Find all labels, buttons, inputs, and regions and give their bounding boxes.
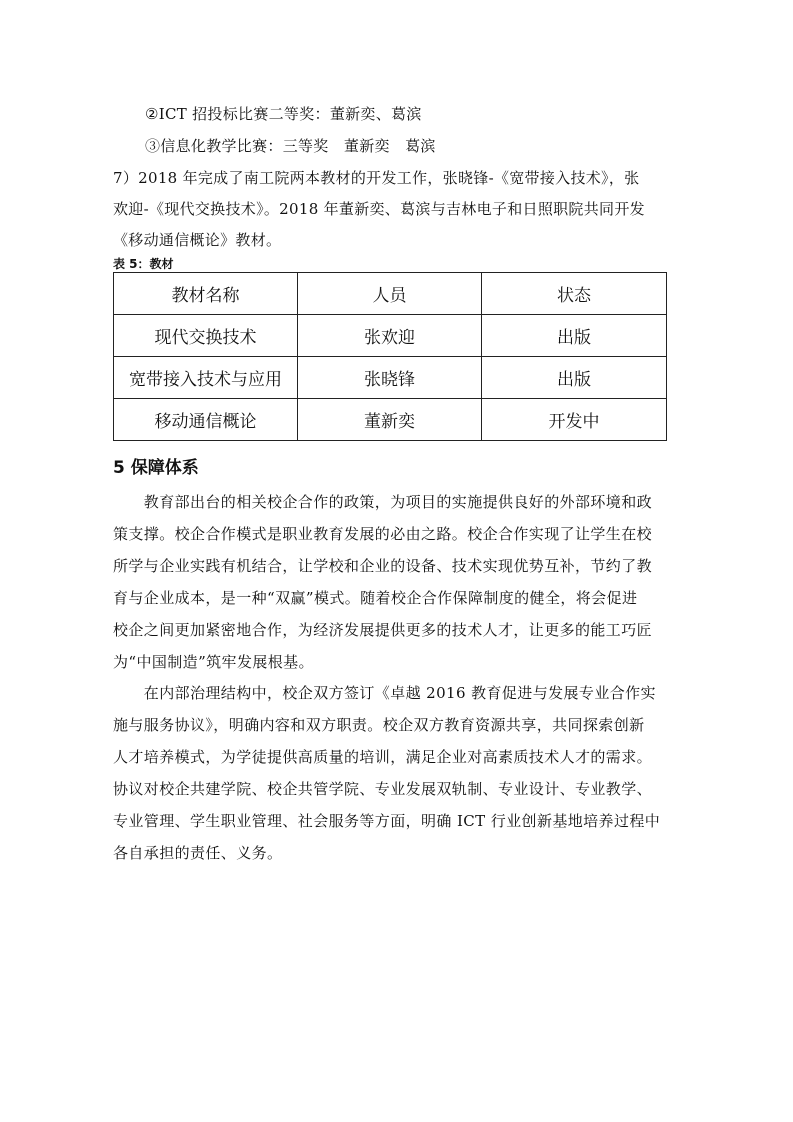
table-cell: 张晓锋	[298, 357, 482, 399]
table-row	[114, 399, 667, 441]
table-cell: 张欢迎	[298, 315, 482, 357]
paragraph-line: 教育部出台的相关校企合作的政策，为项目的实施提供良好的外部环境和政	[113, 493, 653, 511]
paragraph-line: 在内部治理结构中，校企双方签订《卓越 2016 教育促进与发展专业合作实	[113, 684, 656, 702]
paragraph-line: 策支撑。校企合作模式是职业教育发展的必由之路。校企合作实现了让学生在校	[113, 525, 653, 543]
paragraph-line: 施与服务协议》，明确内容和双方职责。校企双方教育资源共享，共同探索创新	[113, 716, 645, 734]
paragraph-line: 育与企业成本，是一种“双赢”模式。随着校企合作保障制度的健全，将会促进	[113, 589, 638, 607]
section-heading: 5 保障体系	[113, 458, 199, 478]
table-row	[114, 315, 667, 357]
header-cell-name: 教材名称	[114, 273, 298, 315]
header-cell-person: 人员	[298, 273, 482, 315]
table-cell: 移动通信概论	[114, 399, 298, 441]
paragraph-line: 为“中国制造”筑牢发展根基。	[113, 653, 314, 671]
materials-table	[113, 272, 667, 441]
table-caption: 表 5：教材	[113, 257, 174, 271]
header-cell-status: 状态	[482, 273, 667, 315]
table-row	[114, 357, 667, 399]
table-header-row	[114, 273, 667, 315]
paragraph-line: 协议对校企共建学院、校企共管学院、专业发展双轨制、专业设计、专业教学、	[113, 780, 653, 798]
paragraph-line: 人才培养模式，为学徒提供高质量的培训，满足企业对高素质技术人才的需求。	[113, 748, 653, 766]
award-line-1: ②ICT 招投标比赛二等奖：董新奕、葛滨	[145, 105, 422, 123]
paragraph-line: 校企之间更加紧密地合作，为经济发展提供更多的技术人才，让更多的能工巧匠	[113, 621, 653, 639]
item-7-line-3: 《移动通信概论》教材。	[113, 231, 282, 249]
paragraph-line: 专业管理、学生职业管理、社会服务等方面，明确 ICT 行业创新基地培养过程中	[113, 812, 661, 830]
table-cell: 董新奕	[298, 399, 482, 441]
table-cell: 开发中	[482, 399, 667, 441]
table-cell: 出版	[482, 357, 667, 399]
table-cell: 宽带接入技术与应用	[114, 357, 298, 399]
table-cell: 现代交换技术	[114, 315, 298, 357]
item-7-line-2: 欢迎-《现代交换技术》。2018 年董新奕、葛滨与吉林电子和日照职院共同开发	[113, 200, 645, 218]
award-line-2: ③信息化教学比赛：三等奖 董新奕 葛滨	[145, 137, 436, 155]
table-cell: 出版	[482, 315, 667, 357]
paragraph-line: 所学与企业实践有机结合，让学校和企业的设备、技术实现优势互补，节约了教	[113, 557, 653, 575]
item-7-line-1: 7）2018 年完成了南工院两本教材的开发工作，张晓锋-《宽带接入技术》，张	[113, 169, 640, 187]
paragraph-line: 各自承担的责任、义务。	[113, 844, 283, 862]
